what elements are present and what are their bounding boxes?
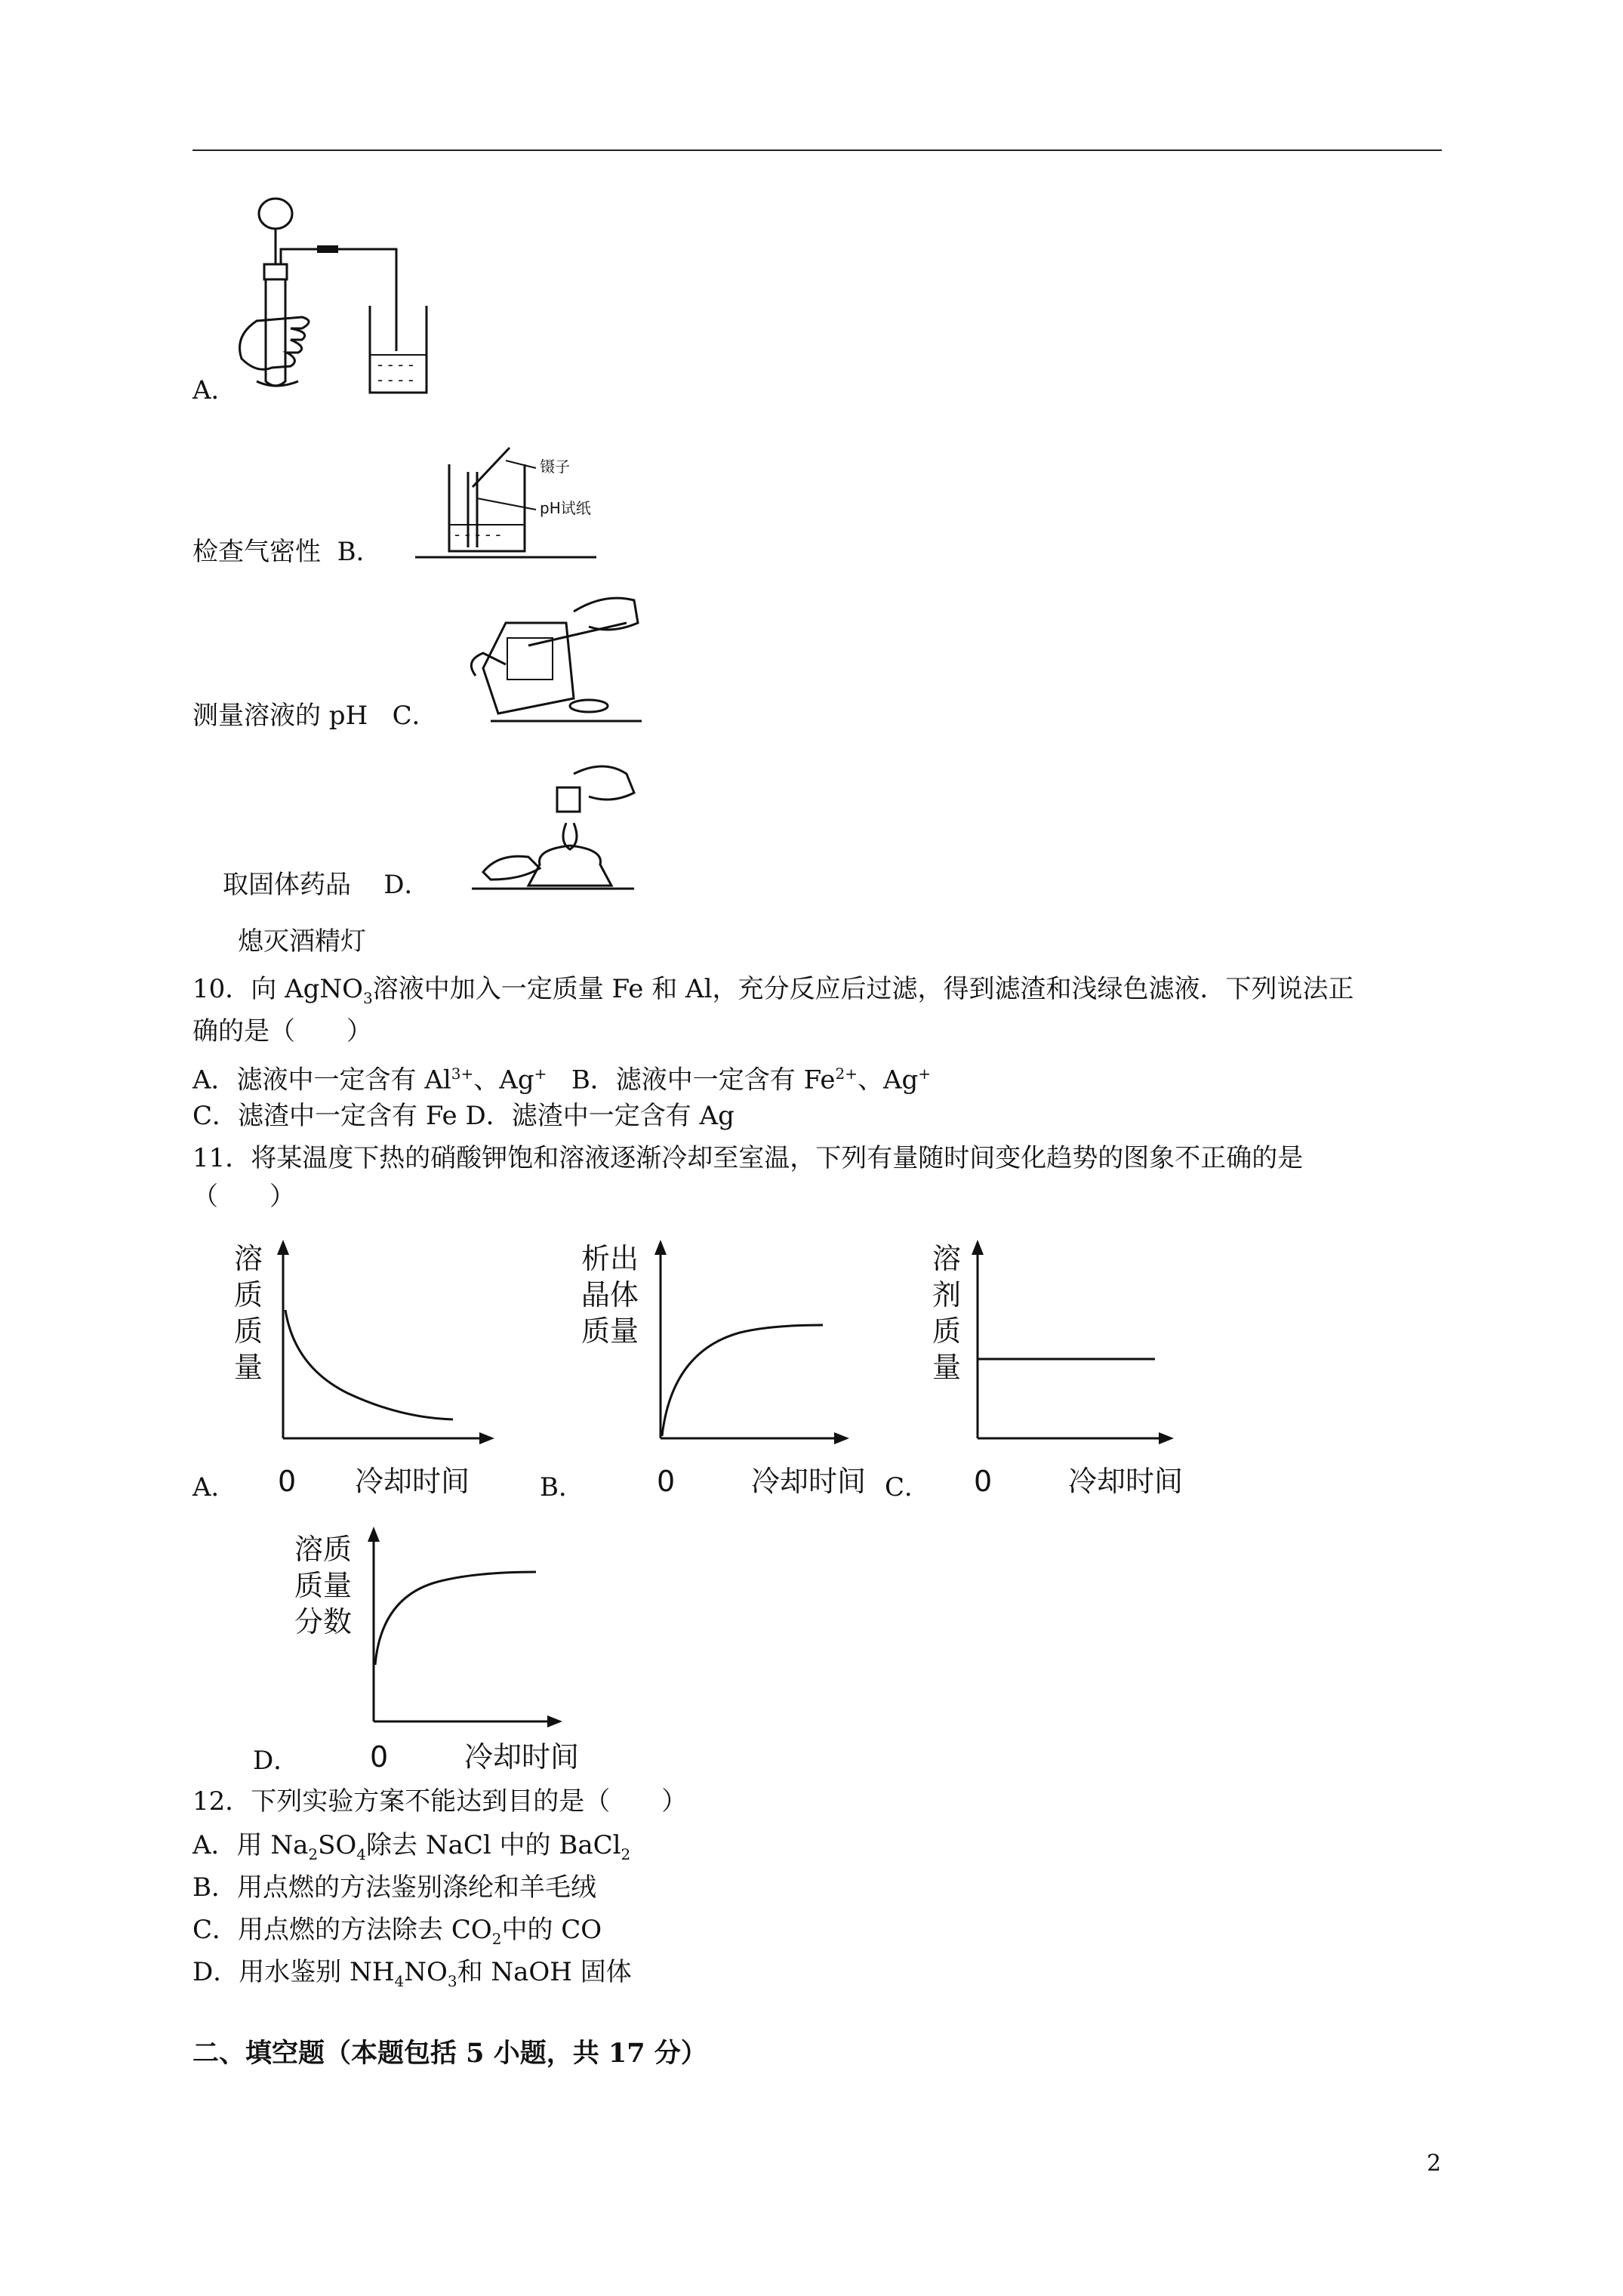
svg-text:质: 质 [234, 1314, 263, 1348]
q9-c-caption: 取固体药品 D． [223, 870, 430, 900]
graph-b-label: B． [540, 1472, 584, 1502]
q12-option-b: B．用点燃的方法鉴别涤纶和羊毛绒 [192, 1872, 596, 1903]
q12-option-a: A．用 $Na_2SO_4$除去 NaCl 中的 BaCl$_2$ [192, 1830, 631, 1863]
graph-c-xlabel: 冷却时间 [1068, 1465, 1184, 1498]
graph-a-label: A． [192, 1472, 237, 1502]
graph-b-ylabel [581, 1242, 639, 1348]
graph-b-xlabel: 冷却时间 [751, 1465, 867, 1498]
svg-text:剂: 剂 [932, 1278, 962, 1311]
graph-a-xlabel: 冷却时间 [355, 1465, 470, 1498]
svg-text:质: 质 [932, 1314, 962, 1348]
ph-measurement-figure [408, 442, 611, 562]
tweezers-label: 镊子 [540, 458, 570, 476]
graph-a-origin: 0 [278, 1465, 297, 1498]
q10-stem-line2: 确的是（ ） [192, 1016, 372, 1046]
q9-option-a-label: A． [192, 375, 237, 405]
graph-c-ylabel [932, 1242, 961, 1384]
header-rule [192, 149, 1442, 151]
graph-b [581, 1238, 883, 1510]
graph-d [294, 1525, 581, 1789]
section-2-heading: 二、填空题（本题包括 5 小题，共 17 分） [192, 2038, 707, 2069]
q9-d-caption: 熄灭酒精灯 [238, 926, 366, 957]
graph-a-ylabel [234, 1242, 263, 1384]
ph-paper-label: pH试纸 [540, 499, 591, 517]
graph-c-origin: 0 [974, 1465, 993, 1498]
q12-stem: 12．下列实验方案不能达到目的是（ ） [192, 1786, 688, 1817]
graph-d-origin: 0 [370, 1740, 389, 1774]
svg-text:- - - -: - - - - [377, 356, 414, 374]
svg-text:分数: 分数 [294, 1605, 353, 1638]
svg-text:质量: 质量 [294, 1569, 353, 1602]
svg-text:质量: 质量 [581, 1314, 639, 1348]
svg-text:质: 质 [234, 1278, 263, 1311]
page-number: 2 [1427, 2150, 1442, 2177]
solid-reagent-figure [453, 593, 649, 725]
q11-stem-line2: （ ） [192, 1182, 295, 1212]
airtightness-apparatus-figure [226, 193, 453, 404]
svg-text:溶: 溶 [234, 1242, 263, 1275]
graph-a [234, 1238, 521, 1510]
graph-c [929, 1238, 1223, 1510]
q9-b-caption: 测量溶液的 pH C． [192, 701, 438, 731]
q11-stem-line1: 11．将某温度下热的硝酸钾饱和溶液逐渐冷却至室温，下列有量随时间变化趋势的图象不正确的是 [192, 1143, 1304, 1173]
q12-option-c: C．用点燃的方法除去 $CO_2$中的 CO [192, 1915, 602, 1948]
svg-text:- - - -: - - - - [377, 371, 414, 389]
svg-text:溶质: 溶质 [294, 1533, 353, 1566]
svg-text:量: 量 [234, 1351, 263, 1384]
svg-text:晶体: 晶体 [581, 1278, 639, 1311]
svg-text:溶: 溶 [932, 1242, 962, 1275]
svg-text:- - - - -: - - - - - [454, 525, 501, 544]
graph-d-ylabel [294, 1533, 352, 1638]
q9-a-caption: 检查气密性 B． [192, 537, 382, 567]
q10-options-ab: A．滤液中一定含有 $Al^{3+}$、Ag+ B．滤液中一定含有 $Fe^{2+}$、Ag+ [192, 1065, 932, 1096]
q10-stem-line1: 10．向 AgNO$_3$溶液中加入一定质量 Fe 和 Al，充分反应后过滤，得到滤渣和浅绿色滤液．下列说法正 [192, 974, 1354, 1007]
q12-option-d: D．用水鉴别 $NH_4NO_3$和 NaOH 固体 [192, 1957, 632, 1990]
graph-d-label: D． [253, 1746, 300, 1776]
svg-text:析出: 析出 [581, 1242, 639, 1275]
svg-text:量: 量 [932, 1351, 962, 1384]
graph-b-origin: 0 [657, 1465, 676, 1498]
alcohol-lamp-figure [468, 759, 642, 895]
graph-d-xlabel: 冷却时间 [464, 1740, 580, 1774]
q10-options-cd: C．滤渣中一定含有 Fe D．滤渣中一定含有 Ag [192, 1101, 735, 1131]
graph-c-label: C． [885, 1472, 931, 1502]
